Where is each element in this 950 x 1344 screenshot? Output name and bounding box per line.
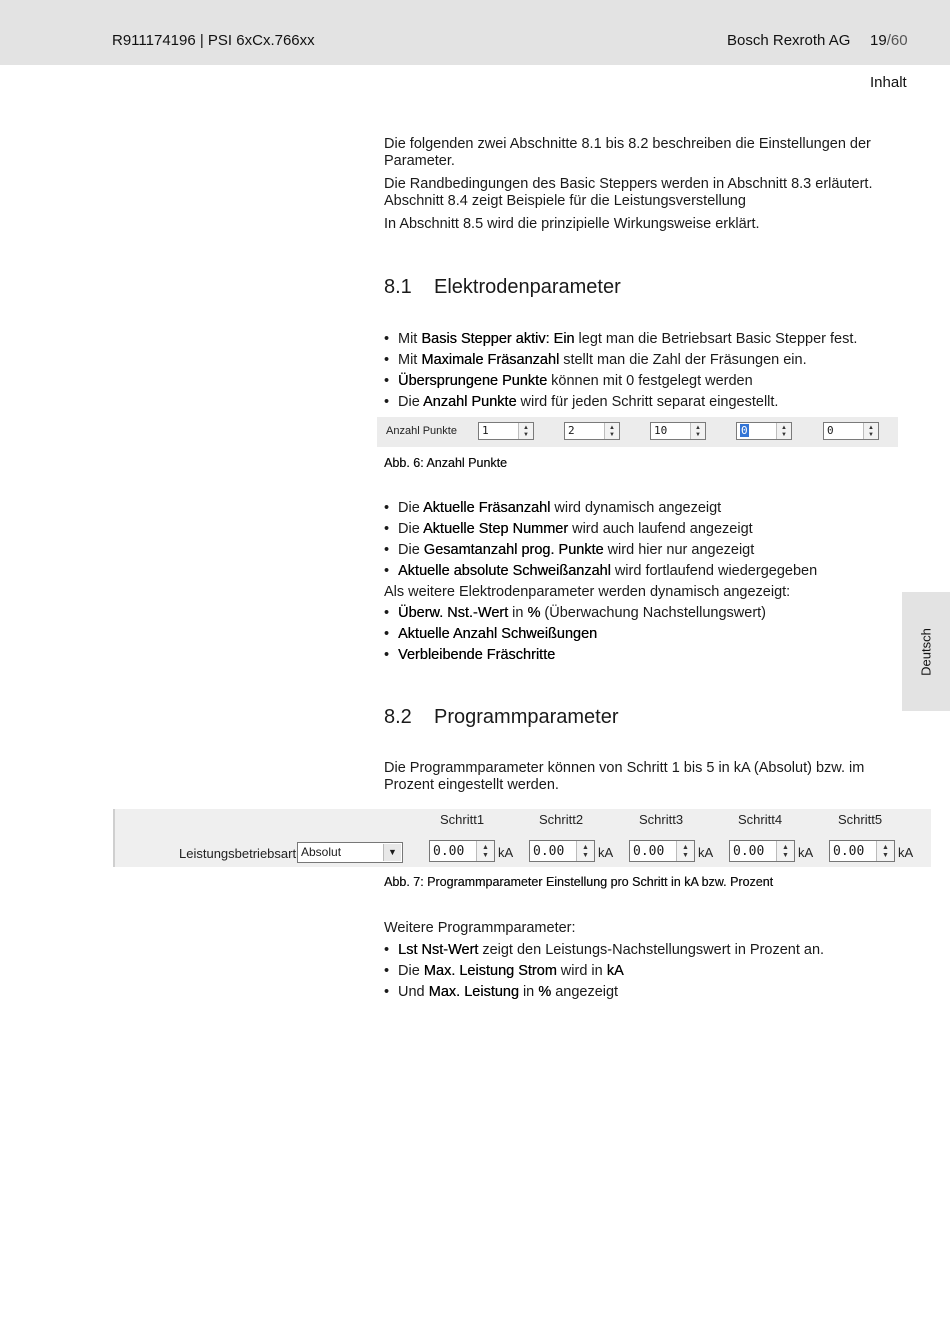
points-spinbox-5[interactable]: 0 ▲ ▼ xyxy=(823,422,879,440)
unit-label: kA xyxy=(698,845,714,860)
list-item: • Verbleibende Fräschritte xyxy=(384,645,904,666)
column-header: Schritt3 xyxy=(639,812,684,827)
spin-arrows-icon[interactable]: ▲ ▼ xyxy=(518,423,533,439)
column-header: Schritt1 xyxy=(440,812,485,827)
section-heading-8-1: 8.1 Elektrodenparameter xyxy=(384,276,621,298)
step-value-input-5[interactable]: 0.00 ▲ ▼ xyxy=(829,840,895,862)
page-header xyxy=(0,0,950,65)
unit-label: kA xyxy=(798,845,814,860)
bullet-list-d xyxy=(384,940,904,1003)
bullet-list-a xyxy=(384,329,904,413)
list-item: • Mit Maximale Fräsanzahl stellt man die Zahl der Fräsungen ein. xyxy=(384,350,904,371)
chevron-down-icon[interactable]: ▼ xyxy=(383,844,401,861)
leistungsbetriebsart-label: Leistungsbetriebsart xyxy=(179,846,297,861)
intro-paragraph: Die Randbedingungen des Basic Steppers werden in Abschnitt 8.3 erläutert. Abschnitt 8.4 zeigt Beispiele für die Leistungsverstellung xyxy=(384,176,873,209)
program-params-intro: Die Programmparameter können von Schritt 1 bis 5 in kA (Absolut) bzw. im Prozent eingestellt werden. xyxy=(384,760,865,793)
points-spinbox-2[interactable]: 2 ▲ ▼ xyxy=(564,422,620,440)
bullet-list-b xyxy=(384,498,904,582)
intro-paragraph: In Abschnitt 8.5 wird die prinzipielle Wirkungsweise erklärt. xyxy=(384,216,760,232)
points-spinbox-1[interactable]: 1 ▲ ▼ xyxy=(478,422,534,440)
list-item: • Die Aktuelle Fräsanzahl wird dynamisch angezeigt xyxy=(384,498,904,519)
section-heading-8-2: 8.2 Programmparameter xyxy=(384,706,619,728)
list-item: • Aktuelle absolute Schweißanzahl wird fortlaufend wiedergegeben xyxy=(384,561,904,582)
spin-arrows-icon[interactable]: ▲ ▼ xyxy=(863,423,878,439)
points-spinbox-3[interactable]: 10 ▲ ▼ xyxy=(650,422,706,440)
list-item: • Und Max. Leistung in % angezeigt xyxy=(384,982,904,1003)
step-value-input-1[interactable]: 0.00 ▲ ▼ xyxy=(429,840,495,862)
power-mode-select[interactable]: Absolut ▼ xyxy=(297,842,403,863)
spin-arrows-icon[interactable]: ▲ ▼ xyxy=(776,423,791,439)
step-value-input-2[interactable]: 0.00 ▲ ▼ xyxy=(529,840,595,862)
list-item: • Die Aktuelle Step Nummer wird auch laufend angezeigt xyxy=(384,519,904,540)
language-tab[interactable]: Deutsch xyxy=(902,592,950,711)
list-item: • Lst Nst-Wert zeigt den Leistungs-Nachstellungswert in Prozent an. xyxy=(384,940,904,961)
spin-arrows-icon[interactable]: ▲ ▼ xyxy=(690,423,705,439)
company-name: Bosch Rexroth AG xyxy=(727,32,851,49)
points-spinbox-4[interactable]: 0 ▲ ▼ xyxy=(736,422,792,440)
intro-text xyxy=(384,136,884,239)
spin-arrows-icon[interactable]: ▲ ▼ xyxy=(476,841,494,861)
toc-link[interactable]: Inhalt xyxy=(870,74,907,91)
figure-7-caption: Abb. 7: Programmparameter Einstellung pro Schritt in kA bzw. Prozent xyxy=(384,875,774,889)
figure-6-caption: Abb. 6: Anzahl Punkte xyxy=(384,456,508,470)
more-program-params-intro: Weitere Programmparameter: xyxy=(384,920,576,936)
step-value-input-3[interactable]: 0.00 ▲ ▼ xyxy=(629,840,695,862)
spin-arrows-icon[interactable]: ▲ ▼ xyxy=(576,841,594,861)
spin-arrows-icon[interactable]: ▲ ▼ xyxy=(776,841,794,861)
spin-arrows-icon[interactable]: ▲ ▼ xyxy=(676,841,694,861)
anzahl-punkte-label: Anzahl Punkte xyxy=(386,425,457,437)
unit-label: kA xyxy=(498,845,514,860)
document-id: R911174196 | PSI 6xCx.766xx xyxy=(112,32,315,49)
list-item: • Die Gesamtanzahl prog. Punkte wird hier nur angezeigt xyxy=(384,540,904,561)
column-header: Schritt2 xyxy=(539,812,584,827)
list-item: • Übersprungene Punkte können mit 0 festgelegt werden xyxy=(384,371,904,392)
column-header: Schritt5 xyxy=(838,812,883,827)
step-value-input-4[interactable]: 0.00 ▲ ▼ xyxy=(729,840,795,862)
list-item: • Aktuelle Anzahl Schweißungen xyxy=(384,624,904,645)
anzahl-punkte-figure xyxy=(377,417,898,447)
column-header: Schritt4 xyxy=(738,812,783,827)
list-item: • Mit Basis Stepper aktiv: Ein legt man die Betriebsart Basic Stepper fest. xyxy=(384,329,904,350)
intro-paragraph: Die folgenden zwei Abschnitte 8.1 bis 8.2 beschreiben die Einstellungen der Parameter. xyxy=(384,136,871,169)
programmparameter-figure xyxy=(113,809,931,867)
list-item: • Die Max. Leistung Strom wird in kA xyxy=(384,961,904,982)
more-params-intro: Als weitere Elektrodenparameter werden dynamisch angezeigt: xyxy=(384,584,791,600)
unit-label: kA xyxy=(898,845,914,860)
spin-arrows-icon[interactable]: ▲ ▼ xyxy=(604,423,619,439)
page-number: 19/60 xyxy=(870,32,908,49)
list-item: • Überw. Nst.-Wert in % (Überwachung Nachstellungswert) xyxy=(384,603,904,624)
bullet-list-c xyxy=(384,603,904,666)
list-item: • Die Anzahl Punkte wird für jeden Schritt separat eingestellt. xyxy=(384,392,904,413)
spin-arrows-icon[interactable]: ▲ ▼ xyxy=(876,841,894,861)
unit-label: kA xyxy=(598,845,614,860)
